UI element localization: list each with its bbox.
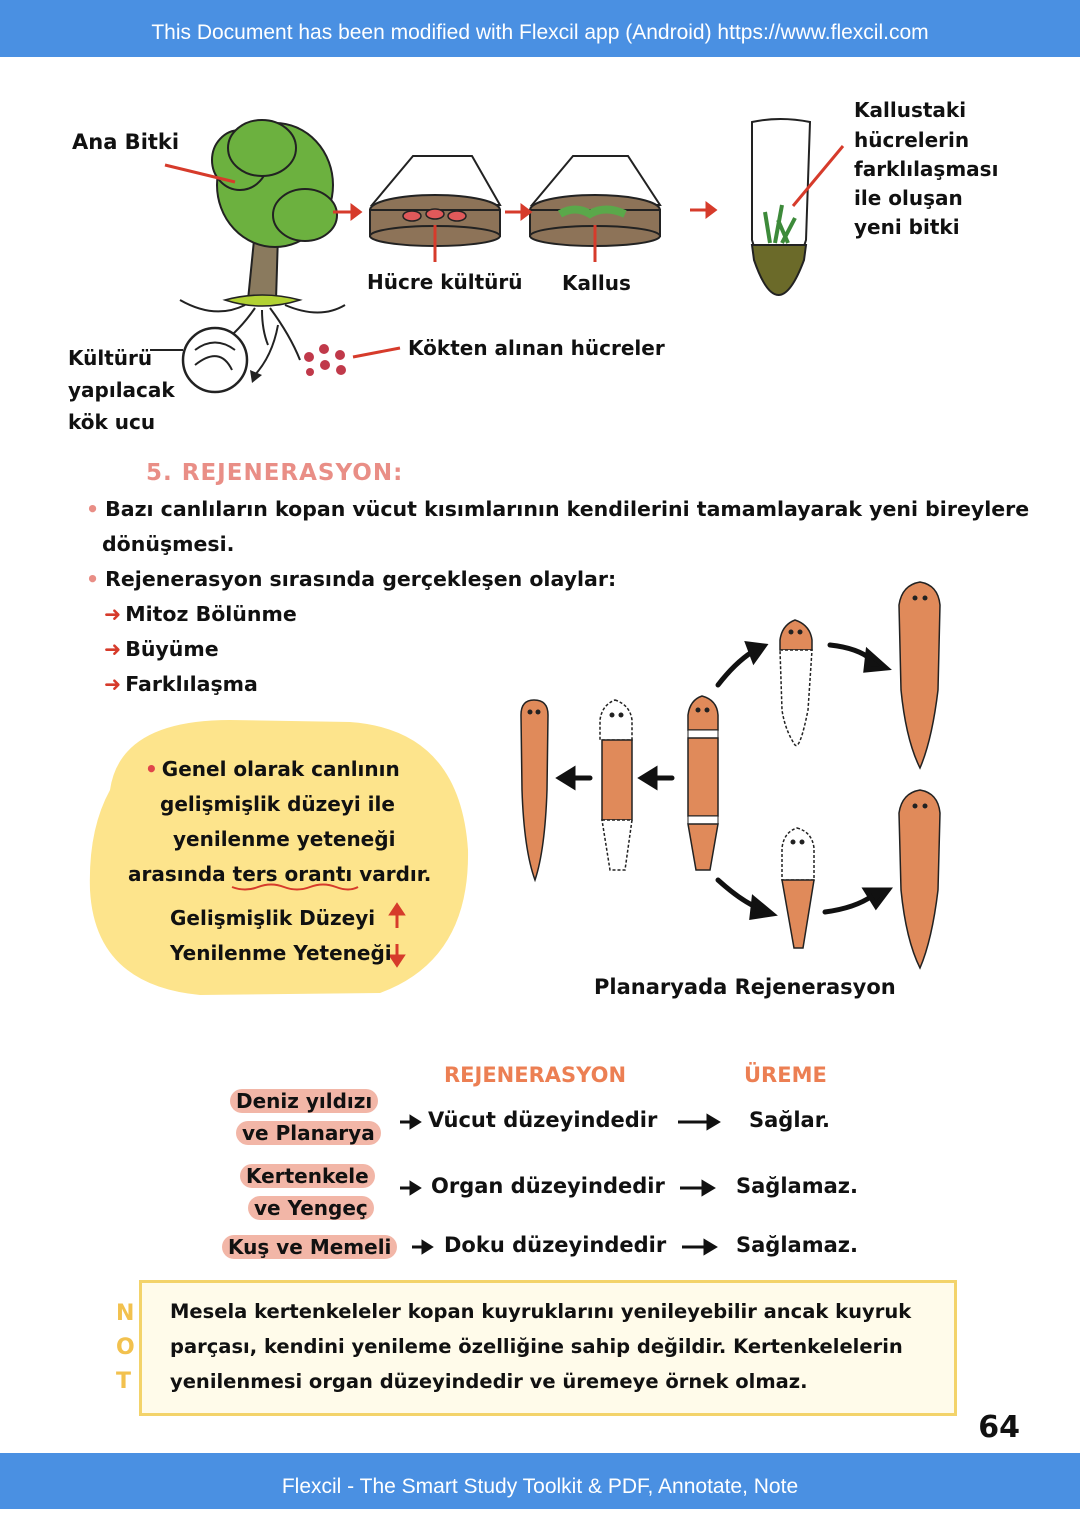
root-tip-illustration [150,325,400,392]
note-line-3: yenilenmesi organ düzeyindedir ve üremeye örnek olmaz. [170,1370,808,1393]
planaria-caption: Planaryada Rejenerasyon [594,975,896,999]
row2-repro: Sağlamaz. [736,1174,858,1198]
row1-org-1: Deniz yıldızı [230,1089,378,1113]
bullet-definition: • Bazı canlıların kopan vücut kısımlarının kendilerini tamamlayarak yeni bireylere [86,497,1030,521]
label-kallustaki-4: ile oluşan [854,186,963,210]
blob-line-4: arasında ters orantı vardır. [128,862,432,886]
test-tube [752,119,843,295]
top-banner: This Document has been modified with Flexcil app (Android) https://www.flexcil.com [0,0,1080,57]
label-kallustaki-5: yeni bitki [854,215,960,239]
label-kultur-2: yapılacak [68,378,175,402]
row3-org: Kuş ve Memeli [222,1235,397,1259]
col-head-rejenerasyon: REJENERASYON [444,1063,627,1087]
bullet-definition-cont: dönüşmesi. [102,532,235,556]
event-farklilasma: ➜ Farklılaşma [104,672,258,696]
note-letter-n: N [116,1301,135,1326]
label-ana-bitki: Ana Bitki [72,130,180,154]
tree-illustration [180,120,345,360]
row2-org-2: ve Yengeç [248,1196,374,1220]
label-kallustaki-1: Kallustaki [854,98,967,122]
row1-org-2: ve Planarya [236,1121,381,1145]
row1-level: Vücut düzeyindedir [428,1108,658,1132]
label-hucre-kulturu: Hücre kültürü [367,270,523,294]
event-mitoz: ➜ Mitoz Bölünme [104,602,297,626]
event-buyume: ➜ Büyüme [104,637,219,661]
label-kallus: Kallus [562,271,631,295]
section-title: 5. REJENERASYON: [146,460,404,486]
row1-repro: Sağlar. [749,1108,831,1132]
row2-org-1: Kertenkele [240,1164,375,1188]
row3-level: Doku düzeyindedir [444,1233,667,1257]
label-kallustaki-3: farklılaşması [854,157,999,181]
bottom-banner: Flexcil - The Smart Study Toolkit & PDF, Annotate, Note [0,1453,1080,1509]
dish-callus [530,156,660,262]
label-kokten: Kökten alınan hücreler [408,336,665,360]
label-kultur-1: Kültürü [68,346,153,370]
blob-regen-ability: Yenilenme Yeteneği [170,941,392,965]
blob-line-2: gelişmişlik düzeyi ile [160,792,395,816]
blob-line-1: • Genel olarak canlının [145,757,400,781]
dish-cell-culture [370,156,500,262]
blob-line-3: yenilenme yeteneği [173,827,396,851]
row2-level: Organ düzeyindedir [431,1174,665,1198]
row3-repro: Sağlamaz. [736,1233,858,1257]
note-line-1: Mesela kertenkeleler kopan kuyruklarını yenileyebilir ancak kuyruk [170,1300,912,1323]
col-head-ureme: ÜREME [744,1063,827,1087]
note-line-2: parçası, kendini yenileme özelliğine sahip değildir. Kertenkelelerin [170,1335,903,1358]
label-kultur-3: kök ucu [68,410,156,434]
planaria-diagram [521,582,940,968]
note-letter-o: O [116,1335,135,1360]
label-kallustaki-2: hücrelerin [854,128,970,152]
bullet-events: • Rejenerasyon sırasında gerçekleşen olaylar: [86,567,617,591]
page-number: 64 [978,1410,1020,1445]
note-letter-t: T [116,1369,132,1394]
blob-dev-level: Gelişmişlik Düzeyi [170,906,376,930]
